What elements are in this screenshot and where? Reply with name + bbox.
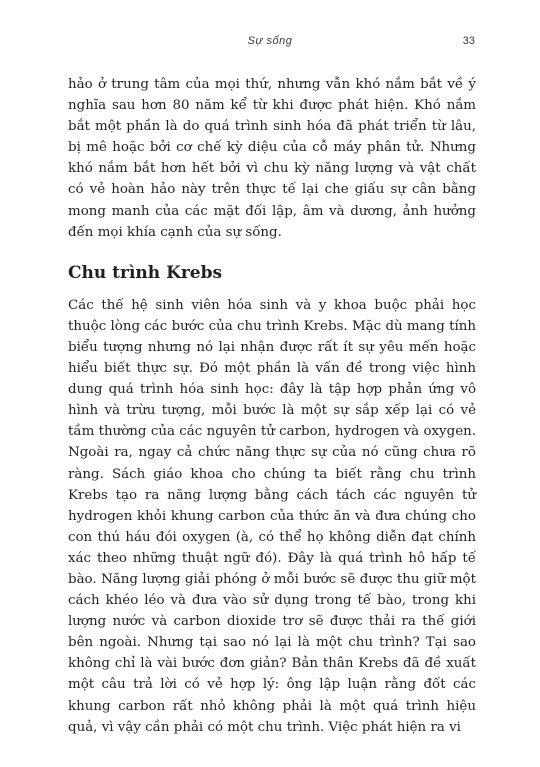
running-header: [0, 35, 540, 51]
section-heading: Chu trình Krebs: [68, 262, 223, 283]
running-title: Sự sống: [247, 35, 293, 47]
body-paragraph: hảo ở trung tâm của mọi thứ, nhưng vẫn khó nắm bắt về ý nghĩa sau hơn 80 năm kể từ khi được phát hiện. Khó nắm bắt một phần là do quá trình sinh hóa đã phát triển từ lâu, bị mê hoặc bởi cơ chế kỳ diệu của cỗ máy phân tử. Nhưng khó nắm bắt hơn hết bởi vì chu kỳ năng lượng và vật chất có vẻ hoàn hảo này trên thực tế lại che giấu sự cân bằng mong manh của các mặt đối lập, âm và dương, ảnh hưởng đến mọi khía cạnh của sự sống.: [68, 77, 476, 240]
page-number: 33: [462, 35, 475, 47]
body-paragraph: Các thế hệ sinh viên hóa sinh và y khoa buộc phải học thuộc lòng các bước của chu trình Krebs. Mặc dù mang tính biểu tượng nhưng nó lại nhận được rất ít sự yêu mến hoặc hiểu biết thực sự. Đó một phần là vấn đề trong việc hình dung quá trình hóa sinh học: đây là tập hợp phản ứng vô hình và trừu tượng, mỗi bước là một sự sắp xếp lại có vẻ tầm thường của các nguyên tử carbon, hydrogen và oxygen. Ngoài ra, ngay cả chức năng thực sự của nó cũng chưa rõ ràng. Sách giáo khoa cho chúng ta biết rằng chu trình Krebs tạo ra năng lượng bằng cách tách các nguyên tử hydrogen khỏi khung carbon của thức ăn và đưa chúng cho con thú háu đói oxygen (à, có thể họ không diễn đạt chính xác theo những thuật ngữ đó). Đây là quá trình hô hấp tế bào. Năng lượng giải phóng ở mỗi bước sẽ được thu giữ một cách khéo léo và đưa vào sử dụng trong tế bào, trong khi lượng nước và carbon dioxide trơ sẽ được thải ra thế giới bên ngoài. Nhưng tại sao nó lại là một chu trình? Tại sao không chỉ là vài bước đơn giản? Bản thân Krebs đã đề xuất một câu trả lời có vẻ hợp lý: ông lập luận rằng đốt các khung carbon rất nhỏ không phải là một quá trình hiệu quả, vì vậy cần phải có một chu trình. Việc phát hiện ra vi: [68, 297, 476, 735]
page-body: [68, 74, 476, 738]
